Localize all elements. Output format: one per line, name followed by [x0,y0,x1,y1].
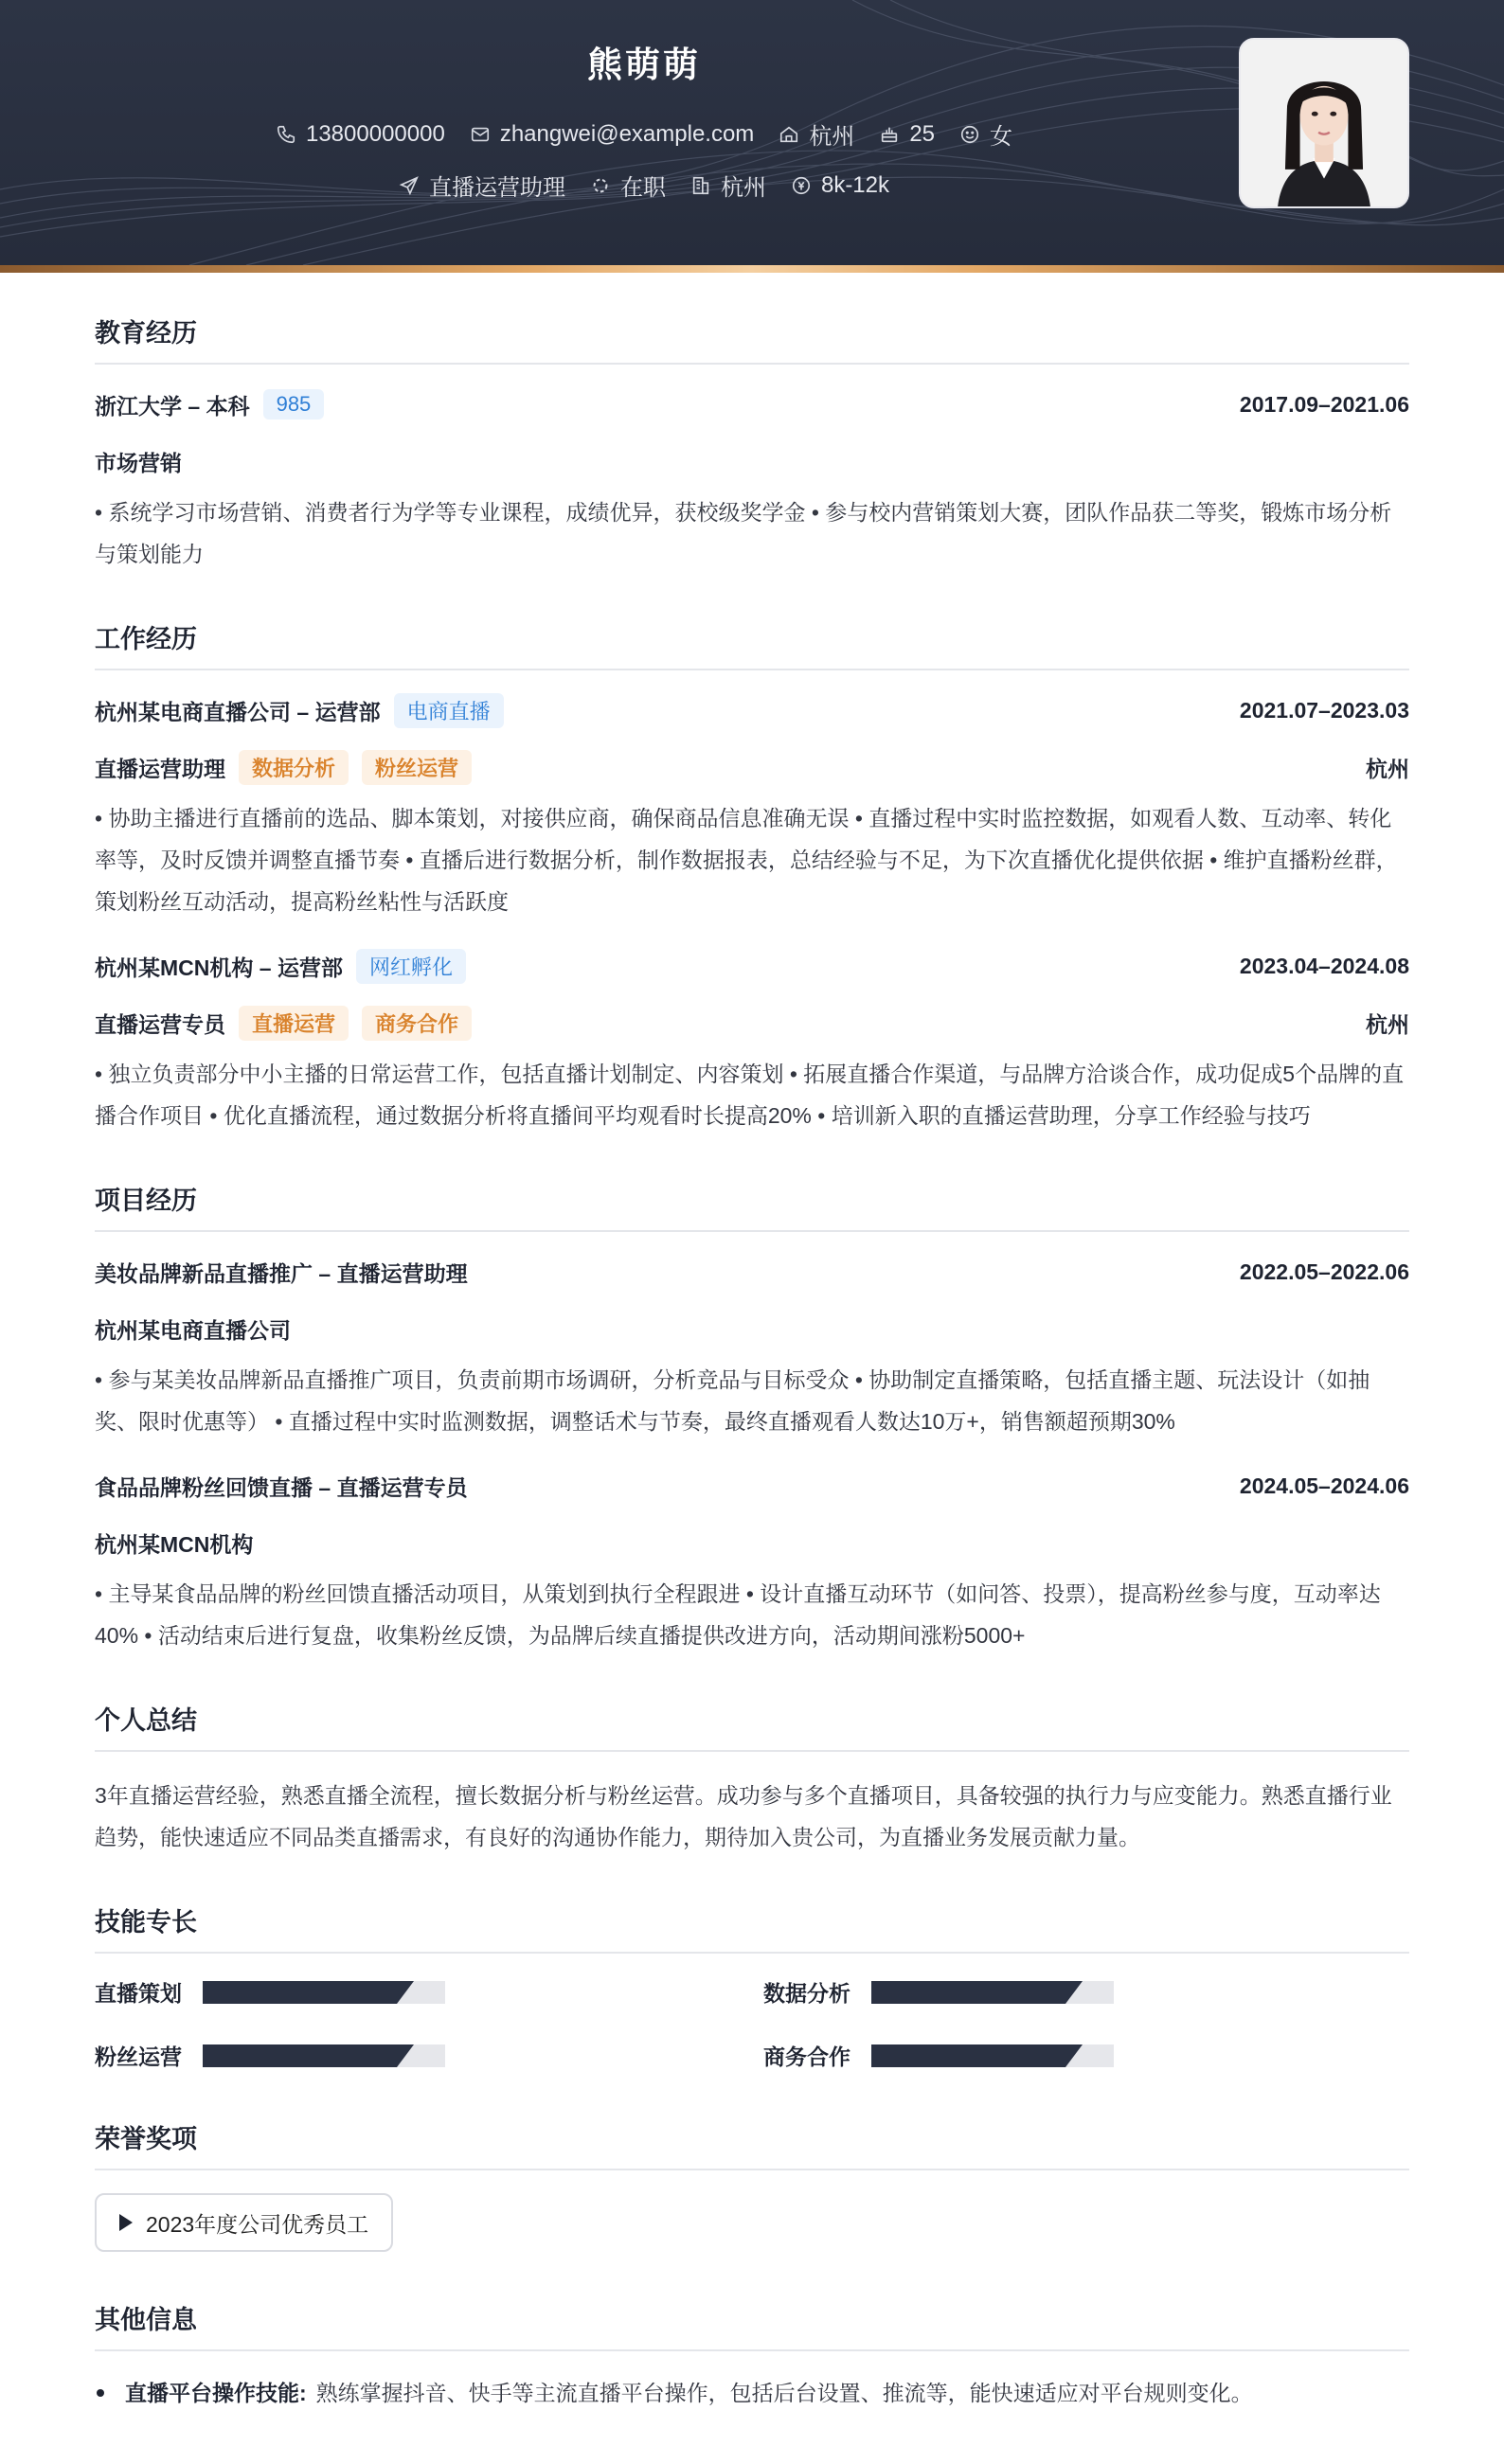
skill-item [95,2040,763,2071]
cake-icon [879,124,900,145]
skill-fill [203,2044,397,2067]
city-info [779,117,854,151]
project-org-row [95,1526,1409,1560]
section-title-summary: 个人总结 [95,1700,1409,1752]
age-info [879,121,935,148]
section-title-projects: 项目经历 [95,1180,1409,1232]
mail-icon [470,124,491,145]
skill-tag: 数据分析 [239,750,349,785]
skill-label: 粉丝运营 [95,2044,182,2069]
major: 市场营销 [95,450,182,475]
send-icon [399,175,420,196]
age-text: 25 [909,120,936,147]
other-info-item [95,2374,1409,2412]
header-accent-bar [0,265,1504,273]
gender-text: 女 [990,124,1013,150]
email-info [470,121,755,148]
skill-tag: 商务合作 [362,1006,472,1041]
skill-tag: 直播运营 [239,1006,349,1041]
other-info-key: 直播平台操作技能: [125,2381,307,2405]
phone-info [276,121,445,148]
role-row [95,1006,1409,1040]
skill-fill [871,2044,1065,2067]
other-info-value: 熟练掌握抖音、快手等主流直播平台操作，包括后台设置、推流等，能快速适应对平台规则变化。 [315,2381,1253,2405]
work-header-row [95,693,1409,727]
company-name: 杭州某电商直播公司 – 运营部 [95,699,381,724]
section-title-education: 教育经历 [95,312,1409,365]
education-desc: • 系统学习市场营销、消费者行为学等专业课程，成绩优异，获校级奖学金 • 参与校内营销策划大赛，团队作品获二等奖，锻炼市场分析与策划能力 [95,500,1392,566]
phone-icon [276,124,296,145]
resume-header [0,0,1504,265]
school-tag: 985 [263,389,325,420]
avatar [1241,40,1407,206]
status-text: 在职 [619,175,666,201]
skill-item [763,1976,1409,2008]
work-location: 杭州 [1366,1011,1409,1037]
skill-item [763,2040,1409,2071]
resume-body [95,273,1409,2412]
skill-bar [871,2044,1114,2067]
city-text: 杭州 [809,124,855,150]
major-row [95,444,1409,478]
status-info [590,169,666,202]
skill-bar [871,1981,1114,2004]
work-city-text: 杭州 [720,175,766,201]
section-title-honors: 荣誉奖项 [95,2118,1409,2170]
project-header-row [95,1255,1409,1289]
project-org: 杭州某MCN机构 [95,1531,254,1557]
summary-text: 3年直播运营经验，熟悉直播全流程，擅长数据分析与粉丝运营。成功参与多个直播项目，具备较强的执行力与应变能力。熟悉直播行业趋势，能快速适应不同品类直播需求，有良好的沟通协作能力，期待加入贵公司，为直播业务发展贡献力量。 [95,1783,1392,1849]
education-header-left [95,389,324,420]
building-icon [690,175,711,196]
work-date: 2021.07–2023.03 [1239,697,1409,723]
skill-bar [203,2044,445,2067]
smiley-icon [959,124,980,145]
project-item-2 [95,1469,1409,1656]
salary-text: 8k-12k [820,171,890,198]
position-text: 直播运营助理 [428,175,565,201]
project-item-1 [95,1255,1409,1442]
company-tag: 网红孵化 [356,949,466,984]
project-org-row [95,1312,1409,1346]
work-desc: • 协助主播进行直播前的选品、脚本策划，对接供应商，确保商品信息准确无误 • 直播过程中实时监控数据，如观看人数、互动率、转化率等，及时反馈并调整直播节奏 • 直播后进行数据分析，制作数据报表，总结经验与不足，为下次直播优化提供依据 • 维护直播粉丝群，策划粉丝互动活动，提高粉丝粘性与活跃度 [95,806,1398,914]
project-name: 食品品牌粉丝回馈直播 – 直播运营专员 [95,1474,468,1500]
gender-info [959,117,1012,151]
section-title-other: 其他信息 [95,2299,1409,2351]
school-name: 浙江大学 – 本科 [95,393,250,419]
refresh-icon [590,175,611,196]
phone-text: 13800000000 [305,120,445,147]
skill-label: 数据分析 [763,1981,850,2006]
work-date: 2023.04–2024.08 [1239,953,1409,978]
section-title-skills: 技能专长 [95,1902,1409,1954]
company-name: 杭州某MCN机构 – 运营部 [95,955,343,980]
email-text: zhangwei@example.com [499,120,755,147]
skill-tag: 粉丝运营 [362,750,472,785]
project-name: 美妆品牌新品直播推广 – 直播运营助理 [95,1260,468,1286]
company-tag: 电商直播 [394,693,504,728]
role: 直播运营助理 [95,756,225,781]
project-org: 杭州某电商直播公司 [95,1317,291,1343]
education-date: 2017.09–2021.06 [1239,391,1409,417]
work-header-left [95,693,504,728]
project-desc: • 主导某食品品牌的粉丝回馈直播活动项目，从策划到执行全程跟进 • 设计直播互动环节（如问答、投票），提高粉丝参与度，互动率达40% • 活动结束后进行复盘，收集粉丝反馈，为品牌后续直播提供改进方向，活动期间涨粉5000+ [95,1581,1381,1648]
work-item-1 [95,693,1409,922]
skill-fill [203,1981,397,2004]
work-city-info [690,169,766,202]
project-desc: • 参与某美妆品牌新品直播推广项目，负责前期市场调研，分析竞品与目标受众 • 协助制定直播策略，包括直播主题、玩法设计（如抽奖、限时优惠等） • 直播过程中实时监测数据，调整话术与节奏，最终直播观看人数达10万+，销售额超预期30% [95,1367,1370,1434]
role: 直播运营专员 [95,1011,225,1037]
project-date: 2022.05–2022.06 [1239,1259,1409,1284]
skill-label: 直播策划 [95,1981,182,2006]
skill-item [95,1976,763,2008]
project-header-row [95,1469,1409,1503]
section-title-work: 工作经历 [95,618,1409,670]
role-left [95,750,472,785]
role-left [95,1006,472,1041]
salary-info [791,172,889,199]
play-icon [119,2214,133,2231]
skill-fill [871,1981,1065,2004]
honor-text: 2023年度公司优秀员工 [146,2211,369,2237]
honor-item [95,2193,393,2252]
work-header-left [95,949,466,984]
coin-icon [791,175,812,196]
job-intent-row [0,169,1288,202]
contact-row [0,117,1288,151]
role-row [95,750,1409,784]
education-item [95,387,1409,575]
work-header-row [95,949,1409,983]
work-item-2 [95,949,1409,1136]
home-icon [779,124,799,145]
work-desc: • 独立负责部分中小主播的日常运营工作，包括直播计划制定、内容策划 • 拓展直播合作渠道，与品牌方洽谈合作，成功促成5个品牌的直播合作项目 • 优化直播流程，通过数据分析将直播间平均观看时长提高20% • 培训新入职的直播运营助理，分享工作经验与技巧 [95,1062,1405,1128]
education-header-row [95,387,1409,421]
bullet-icon [97,2389,104,2397]
skill-bar [203,1981,445,2004]
project-date: 2024.05–2024.06 [1239,1473,1409,1498]
skill-label: 商务合作 [763,2044,850,2069]
position-info [399,169,565,202]
work-location: 杭州 [1366,756,1409,781]
profile-photo [1239,38,1409,208]
skills-grid [95,1976,1409,2071]
candidate-name: 熊萌萌 [587,45,701,84]
